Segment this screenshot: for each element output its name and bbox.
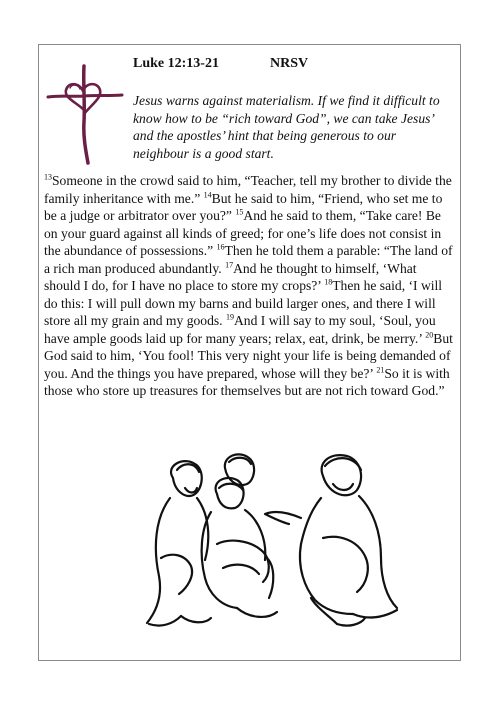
- verse-number: 14: [203, 189, 212, 199]
- verse-number: 21: [376, 364, 385, 374]
- cross-heart-icon: [42, 62, 126, 166]
- verse-number: 13: [44, 172, 52, 182]
- jesus-teaching-disciples-illustration: [125, 448, 405, 633]
- verse-text: But God said to him, ‘You fool! This very night your life is being demanded of you. And the things you have prepared, whose will they be?’: [44, 330, 453, 381]
- verse-number: 17: [225, 259, 234, 269]
- scripture-passage: [44, 172, 456, 400]
- verse-text: But he said to him, “Friend, who set me to be a judge or arbitrator over you?”: [44, 190, 443, 223]
- bible-version: NRSV: [270, 56, 309, 71]
- verse-text: Then he said, ‘I will do this: I will pull down my barns and build larger ones, and there I will store all my grain and my goods.: [44, 278, 443, 328]
- verse-text: Then he told them a parable: “The land of a rich man produced abundantly.: [44, 243, 453, 276]
- verse-number: 20: [425, 329, 434, 339]
- verse-text: And he thought to himself, ‘What should I do, for I have no place to store my crops?’: [44, 260, 417, 293]
- verse-text: And I will say to my soul, ‘Soul, you have ample goods laid up for many years; relax, eat, drink, be merry.’: [44, 313, 436, 346]
- verse-text: So it is with those who store up treasures for themselves but are not rich toward God.”: [44, 365, 450, 398]
- verse-text: And he said to them, “Take care! Be on your guard against all kinds of greed; for one’s life does not consist in the abundance of possessions.”: [44, 208, 442, 258]
- verse-number: 16: [216, 242, 225, 252]
- verse-number: 15: [235, 207, 244, 217]
- scripture-reference: Luke 12:13-21: [133, 56, 219, 71]
- verse-text: Someone in the crowd said to him, “Teacher, tell my brother to divide the family inheritance with me.”: [44, 173, 452, 206]
- intro-text: Jesus warns against materialism. If we find it difficult to know how to be “rich toward God”, we can take Jesus’ and the apostles’ hint that being generous to our neighbour is a good start.: [133, 93, 440, 161]
- verse-number: 19: [225, 312, 234, 322]
- verse-number: 18: [324, 277, 333, 287]
